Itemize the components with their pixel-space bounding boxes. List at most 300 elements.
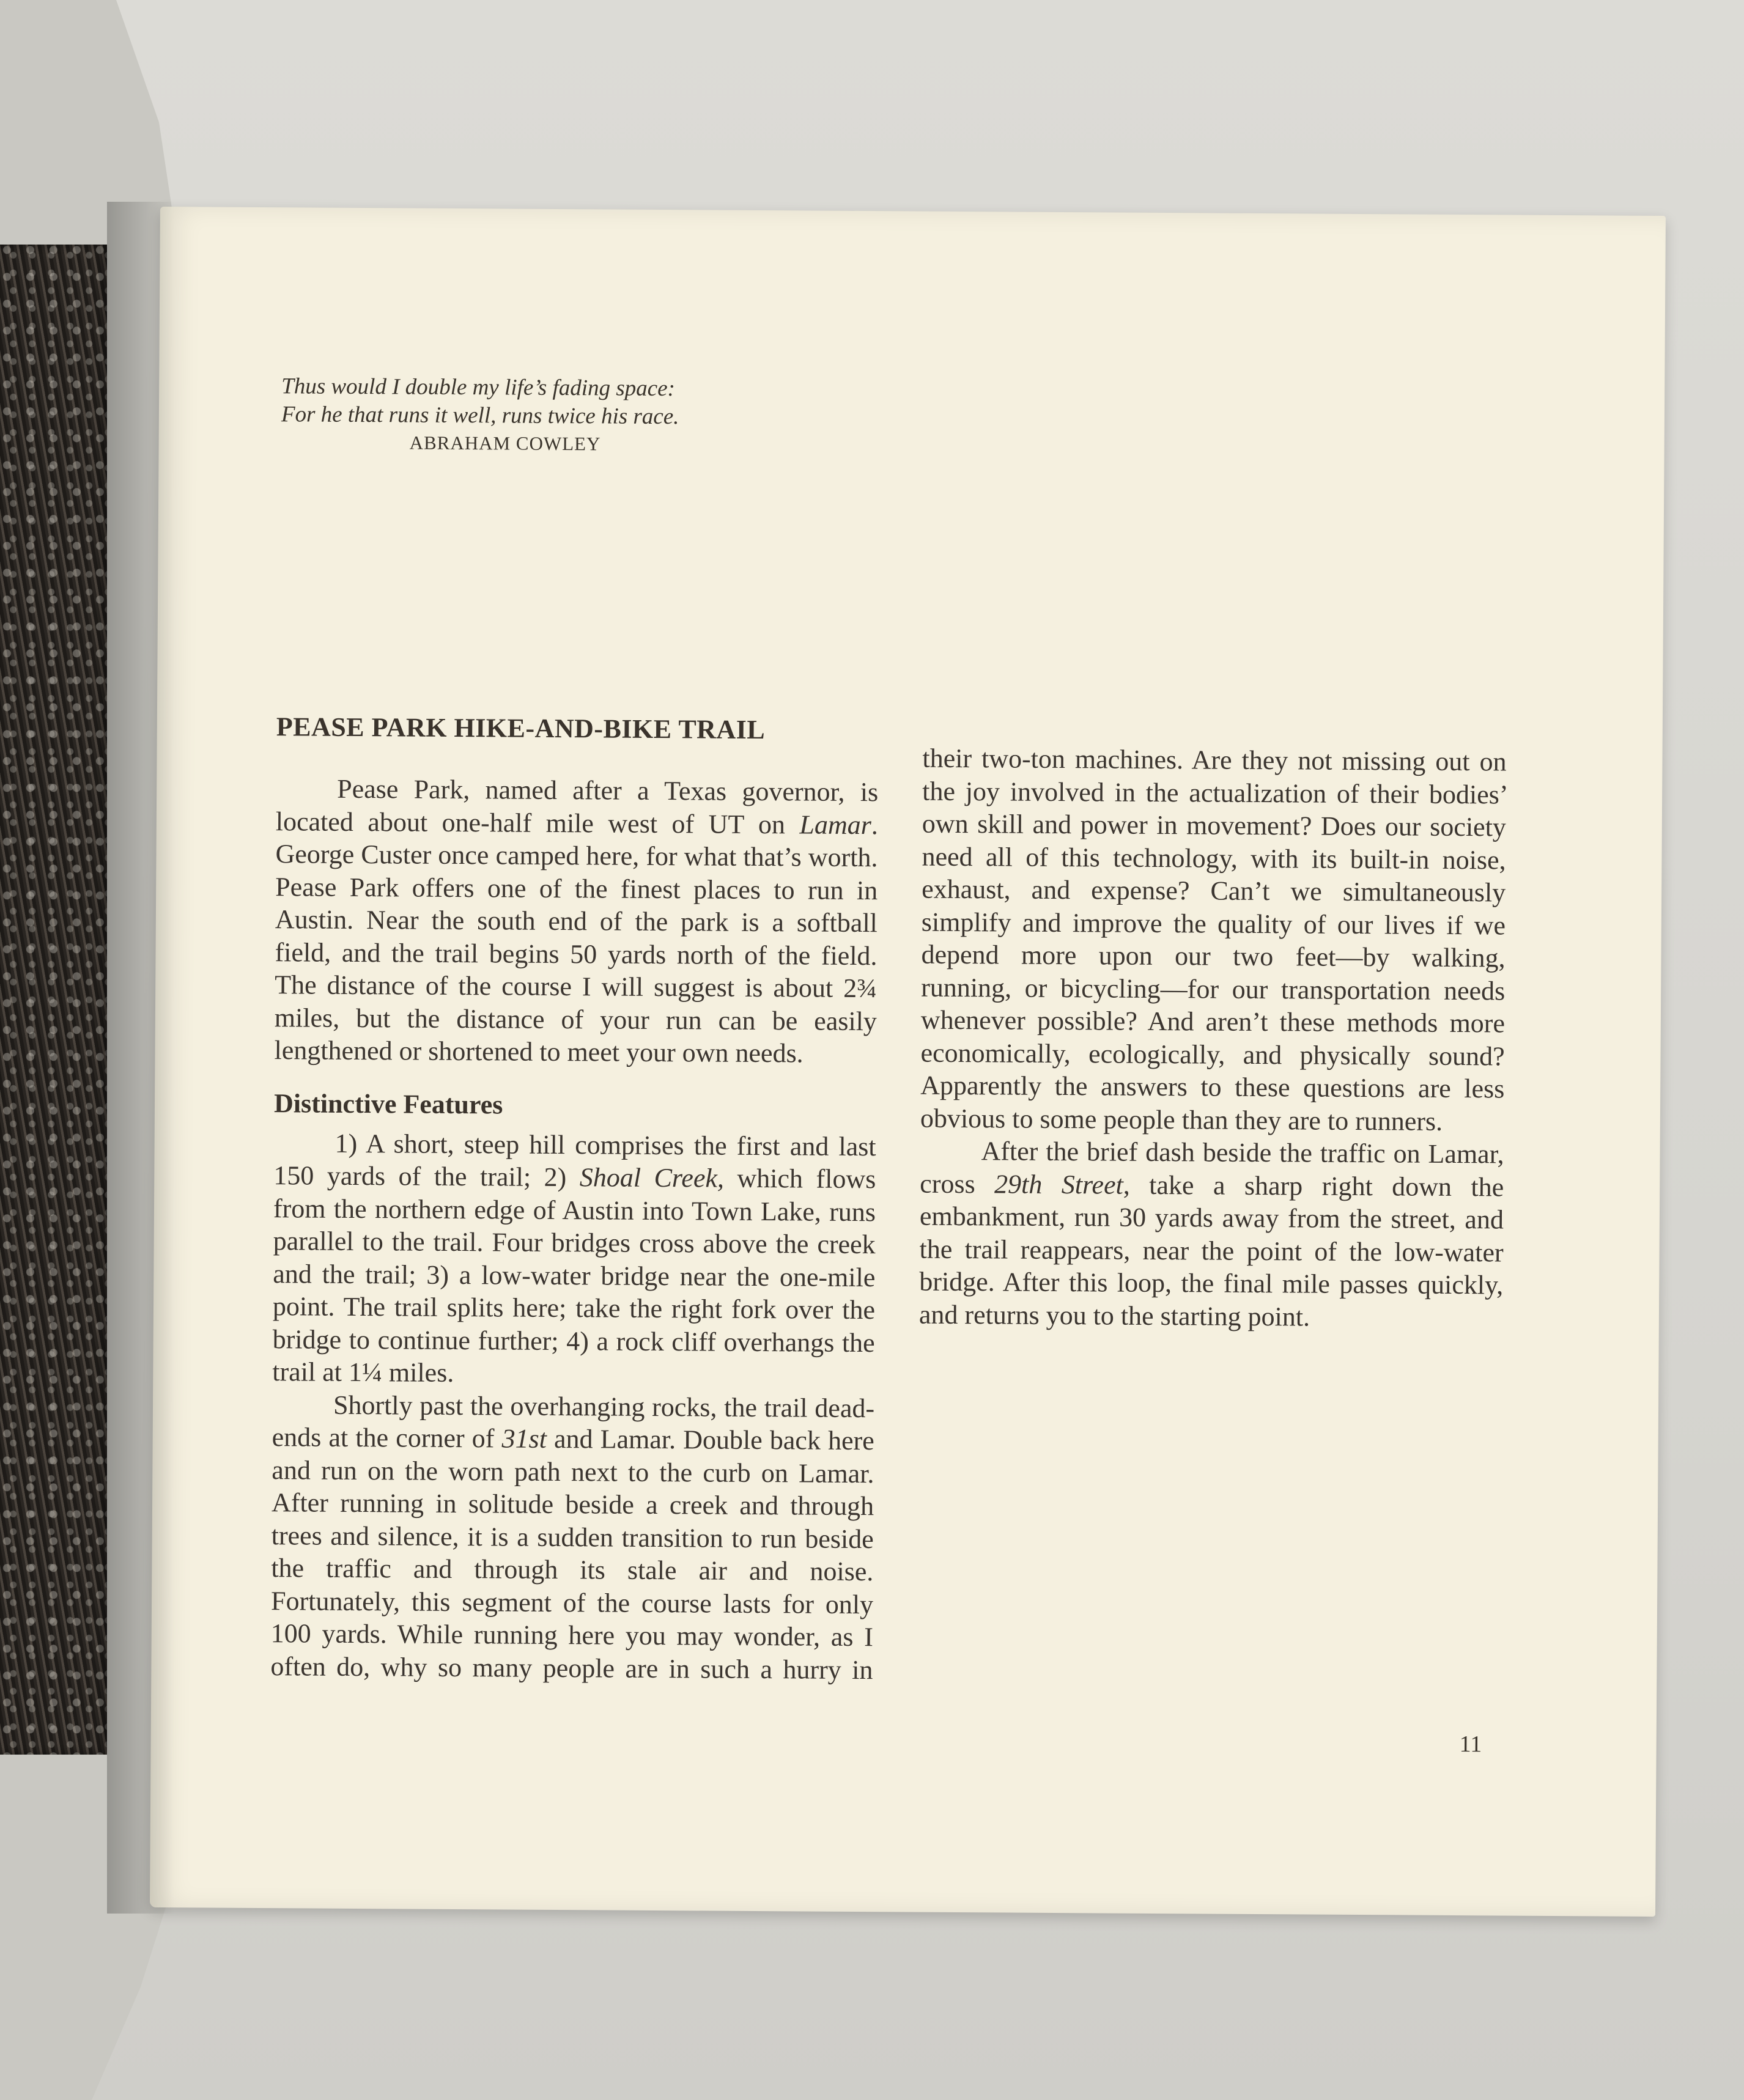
text-run: [1206, 908, 1218, 938]
text-run: methods: [1347, 1007, 1438, 1038]
text-run: [1425, 746, 1435, 776]
text-run: running: [473, 1619, 558, 1651]
text-run: our: [1232, 974, 1268, 1004]
text-run: [676, 1424, 683, 1454]
text-run: [1469, 746, 1479, 776]
text-run: in: [668, 1653, 690, 1684]
text-run: expense?: [1091, 875, 1190, 906]
text-run: [1137, 1006, 1148, 1036]
text-run: [1005, 1103, 1012, 1133]
text-run: their: [1369, 778, 1419, 809]
text-run: [1087, 1071, 1101, 1101]
text-run: [1326, 778, 1337, 808]
text-run: its: [580, 1555, 606, 1585]
text-run: improve: [1072, 907, 1162, 938]
text-run: the: [1145, 777, 1179, 808]
text-run: involved: [1010, 776, 1105, 807]
text-run: than: [1181, 1104, 1229, 1135]
text-run: [427, 1652, 438, 1682]
text-run: [311, 1455, 322, 1485]
text-run: next: [571, 1456, 618, 1487]
text-run: [1348, 1105, 1355, 1135]
text-run: need: [922, 841, 973, 872]
text-run: so: [437, 1652, 462, 1682]
text-run: [547, 1424, 554, 1454]
text-run: whenever: [920, 1004, 1026, 1036]
text-run: [1225, 1039, 1243, 1069]
text-run: out: [1435, 746, 1470, 777]
text-run: [1153, 941, 1175, 971]
text-run: [841, 1654, 852, 1684]
text-run: you: [625, 1620, 666, 1651]
text-run: [1435, 910, 1447, 940]
text-run: the: [724, 1392, 758, 1423]
text-run: After the brief dash beside the traffic on Lamar, cross: [920, 1136, 1504, 1199]
text-run: the: [1173, 908, 1206, 938]
text-run: answers: [1100, 1071, 1188, 1102]
text-run: Fortunately,: [270, 1585, 401, 1616]
text-run: [1337, 844, 1350, 874]
italic-term: 31st: [501, 1423, 547, 1454]
text-run: this: [1061, 842, 1101, 872]
text-run: [328, 1488, 341, 1518]
text-run: [615, 1621, 626, 1651]
epigraph-line-2: For he that runs it well, runs twice his race.: [281, 402, 679, 430]
text-run: simplify: [921, 907, 1011, 938]
text-run: [634, 1490, 646, 1520]
text-run: [1188, 1072, 1201, 1102]
text-run: technology,: [1113, 842, 1238, 874]
text-run: [494, 1423, 501, 1453]
text-run: wonder,: [733, 1621, 821, 1652]
text-run: Double: [683, 1424, 763, 1456]
text-run: [771, 1589, 783, 1619]
text-run: to: [731, 1523, 753, 1553]
text-run: [357, 1456, 368, 1486]
text-run: [463, 1391, 470, 1421]
text-run: [1232, 745, 1241, 775]
text-run: upon: [1098, 940, 1153, 971]
text-run: [464, 1423, 471, 1453]
text-run: path: [514, 1456, 561, 1487]
text-run: [750, 1654, 761, 1684]
text-run: [394, 1456, 405, 1486]
text-run: our: [1337, 909, 1373, 940]
text-run: [553, 1489, 566, 1519]
text-run: [400, 1586, 412, 1616]
text-run: of: [1336, 778, 1359, 809]
text-run: transition: [621, 1522, 723, 1553]
text-run: [1463, 910, 1474, 940]
text-run: [1013, 842, 1026, 872]
text-run: [504, 1456, 515, 1486]
text-run: [503, 1391, 511, 1421]
italic-term: Shoal Creek,: [579, 1162, 725, 1193]
text-run: [999, 940, 1021, 970]
text-run: if: [1446, 910, 1463, 940]
text-run: with: [1251, 843, 1299, 874]
column-left: [270, 709, 879, 1686]
text-run: the: [355, 1422, 389, 1453]
text-run: [1312, 811, 1321, 841]
text-run: actualization: [1189, 777, 1327, 809]
text-run: past: [419, 1390, 464, 1421]
text-run: these: [1279, 1007, 1336, 1037]
text-run: only: [825, 1589, 874, 1619]
text-run: curb: [703, 1457, 751, 1488]
text-run: [1219, 974, 1232, 1004]
text-run: to: [627, 1457, 649, 1487]
text-run: in: [1156, 809, 1178, 841]
text-run: [1025, 1006, 1038, 1036]
epigraph: [281, 372, 832, 459]
text-run: [1322, 877, 1343, 907]
text-run: more: [1021, 940, 1077, 971]
text-run: through: [790, 1490, 874, 1522]
text-run: Pease Park, named after a Texas governor, is located about one-half mile west of UT on: [275, 773, 879, 839]
text-run: of: [1303, 908, 1326, 940]
text-run: [459, 1522, 467, 1552]
text-run: [968, 809, 977, 839]
text-run: air: [698, 1555, 728, 1586]
text-run: [649, 1457, 660, 1487]
text-run: is: [490, 1521, 509, 1552]
text-run: bodies’: [1428, 779, 1507, 809]
text-run: walking,: [1411, 942, 1506, 973]
text-run: [615, 1653, 626, 1683]
text-run: and: [1022, 907, 1062, 938]
text-run: Are: [1191, 745, 1232, 775]
text-run: [814, 1589, 826, 1619]
text-run: not: [1298, 745, 1332, 776]
text-run: creek: [669, 1490, 728, 1520]
text-run: [613, 1522, 622, 1552]
text-run: [807, 1393, 815, 1423]
text-run: people: [1103, 1103, 1175, 1135]
text-run: [311, 1619, 322, 1649]
text-run: we: [1290, 876, 1322, 907]
text-run: these: [1235, 1072, 1290, 1103]
text-run: solitude: [468, 1489, 554, 1519]
text-run: [463, 1619, 474, 1649]
text-run: [750, 1457, 761, 1487]
text-run: [1194, 1006, 1206, 1036]
text-run: [692, 1457, 703, 1487]
text-run: [666, 1621, 677, 1651]
text-run: all: [985, 841, 1013, 872]
text-run: [1071, 809, 1081, 839]
text-run: corner: [396, 1423, 465, 1454]
text-run: [1070, 875, 1091, 905]
text-run: and: [553, 1423, 593, 1454]
text-run: [462, 1652, 473, 1682]
text-run: economically,: [920, 1037, 1071, 1069]
text-run: they: [1235, 1105, 1282, 1135]
text-run: running: [340, 1487, 424, 1519]
text-run: [763, 1425, 770, 1455]
epigraph-line-1: Thus would I double my life’s fading space:: [281, 374, 676, 402]
text-run: [1024, 809, 1033, 839]
article-title: PEASE PARK HIKE-AND-BIKE TRAIL: [276, 712, 766, 745]
text-run: [757, 1392, 764, 1422]
text-run: [1033, 1103, 1040, 1133]
text-run: [348, 1423, 355, 1453]
text-run: [1189, 875, 1210, 905]
text-run: or: [1024, 973, 1048, 1003]
text-run: the: [1054, 1070, 1088, 1102]
text-run: the: [922, 776, 956, 806]
text-run: here: [568, 1620, 615, 1651]
text-run: [593, 1424, 600, 1454]
text-run: [1282, 1040, 1300, 1070]
text-run: [321, 1423, 328, 1453]
continuation-paragraph-right: [920, 742, 1507, 1138]
text-run: [391, 1553, 413, 1583]
text-run: [955, 776, 966, 806]
text-run: it: [467, 1521, 482, 1552]
text-run: two-ton: [981, 743, 1066, 775]
text-run: needs: [1443, 975, 1506, 1006]
text-run: trees: [271, 1520, 322, 1551]
text-run: [778, 1490, 791, 1520]
text-run: [1011, 973, 1025, 1003]
column-right: [919, 742, 1507, 1335]
text-run: [1177, 810, 1186, 840]
text-run: Does: [1320, 811, 1376, 842]
text-run: run: [320, 1455, 357, 1486]
text-run: to: [1327, 1105, 1349, 1136]
text-run: and: [330, 1520, 370, 1551]
text-run: [508, 1522, 517, 1552]
text-run: in: [435, 1488, 457, 1519]
text-run: the: [405, 1455, 438, 1486]
text-run: feet—by: [1295, 941, 1390, 973]
text-run: sudden: [537, 1522, 614, 1553]
epigraph-author: ABRAHAM COWLEY: [409, 432, 601, 455]
text-run: and: [1031, 874, 1071, 905]
text-run: aren’t: [1205, 1006, 1268, 1037]
text-run: the: [659, 1457, 693, 1487]
text-run: dead-ends: [272, 1393, 875, 1453]
text-run: [723, 1621, 734, 1651]
text-run: the: [597, 1587, 630, 1618]
text-run: [618, 1457, 629, 1487]
text-run: [1273, 941, 1296, 971]
text-run: may: [676, 1621, 723, 1651]
text-run: of: [471, 1423, 495, 1454]
text-run: [1104, 777, 1115, 807]
text-run: two: [1233, 941, 1274, 972]
text-run: [1292, 909, 1304, 939]
text-run: society: [1430, 811, 1507, 842]
text-run: [1047, 973, 1060, 1003]
text-run: on: [1479, 746, 1507, 777]
text-run: missing: [1342, 745, 1426, 776]
text-run: skill: [977, 809, 1024, 839]
text-run: many: [472, 1652, 533, 1683]
text-run: lives: [1384, 909, 1436, 940]
text-run: [370, 1652, 381, 1682]
text-run: depend: [921, 939, 999, 970]
text-run: less: [1464, 1074, 1505, 1104]
text-run: ecologically,: [1088, 1038, 1225, 1070]
text-run: obvious: [920, 1103, 1006, 1133]
text-run: 1) A short, steep hill comprises the first and last 150 yards of the trail; 2): [273, 1128, 876, 1193]
text-run: I: [864, 1622, 873, 1652]
text-run: our: [1384, 811, 1421, 842]
text-run: [1175, 1105, 1182, 1135]
text-run: some: [1040, 1103, 1097, 1134]
text-run: [1335, 1008, 1347, 1037]
text-run: its: [1311, 844, 1337, 874]
text-run: [1373, 910, 1384, 940]
text-run: [529, 1522, 538, 1552]
text-run: . George Custer once camped here, for what that’s worth. Pease Park offers one of the finest places to run in Austin. Near the south end of the park is a softball field, and the trail begins 50 yards north of the field. The distance of the course I will suggest is about 2¾ miles, but the distance of your run can be easily lengthened or shortened to meet your own needs.: [274, 809, 878, 1069]
text-run: beside: [565, 1489, 634, 1520]
text-run: [1429, 844, 1443, 874]
text-run: [558, 1555, 580, 1585]
text-run: [1421, 812, 1430, 842]
text-run: and: [739, 1490, 779, 1521]
text-run: [1269, 876, 1290, 906]
text-run: a: [760, 1654, 773, 1684]
text-run: [821, 1426, 828, 1456]
text-run: [1100, 842, 1114, 872]
text-run: [1389, 942, 1412, 972]
text-run: [1065, 744, 1075, 774]
text-run: of: [563, 1587, 586, 1618]
text-run: [1183, 745, 1192, 775]
text-run: [424, 1489, 436, 1519]
features-paragraph: [272, 1127, 876, 1392]
text-run: transportation: [1280, 974, 1431, 1006]
text-run: [972, 743, 981, 773]
text-run: [752, 1523, 761, 1553]
text-run: a: [645, 1489, 658, 1520]
text-run: [482, 1522, 491, 1552]
text-run: [1136, 777, 1146, 807]
text-run: and: [748, 1555, 788, 1586]
closing-paragraph: [919, 1135, 1504, 1335]
text-run: [658, 1654, 669, 1684]
text-run: people: [542, 1652, 615, 1684]
text-run: [1162, 908, 1173, 938]
text-run: [1430, 975, 1444, 1005]
text-run: Shortly: [333, 1390, 413, 1421]
text-run: [1288, 745, 1298, 775]
text-run: 100: [270, 1618, 311, 1649]
text-run: exhaust,: [922, 874, 1011, 905]
text-run: overhanging: [510, 1391, 645, 1422]
text-run: the: [271, 1553, 305, 1583]
text-run: After: [271, 1487, 329, 1518]
text-run: [723, 1523, 732, 1553]
text-run: [304, 1553, 326, 1583]
text-run: [1211, 941, 1233, 971]
text-run: [585, 1588, 597, 1618]
text-run: runners.: [1355, 1105, 1443, 1137]
text-run: [728, 1490, 740, 1520]
text-run: [853, 1622, 864, 1652]
text-run: they: [1241, 745, 1288, 776]
text-run: traffic: [326, 1553, 392, 1584]
text-run: noise,: [1442, 844, 1506, 875]
text-run: lasts: [723, 1588, 771, 1619]
text-run: built-in: [1350, 844, 1430, 875]
forest-photo: [0, 245, 107, 1755]
text-run: [690, 1654, 701, 1684]
text-run: While: [397, 1619, 464, 1650]
text-run: and: [1243, 1039, 1282, 1070]
features-heading: Distinctive Features: [273, 1088, 503, 1119]
text-run: are: [625, 1653, 659, 1684]
text-run: why: [380, 1651, 427, 1682]
italic-term: 29th Street: [994, 1168, 1123, 1200]
text-run: [1148, 810, 1157, 840]
intro-paragraph: [274, 772, 878, 1070]
text-run: [1268, 974, 1281, 1004]
text-run: [1438, 1008, 1450, 1038]
text-run: [1326, 909, 1337, 939]
text-run: segment: [462, 1586, 552, 1618]
text-run: bicycling—for: [1060, 973, 1219, 1004]
text-run: [1011, 907, 1022, 937]
text-run: [1228, 1105, 1235, 1135]
text-run: on: [761, 1457, 788, 1488]
text-run: [630, 1588, 641, 1618]
text-run: machines.: [1074, 744, 1184, 775]
text-run: we: [1474, 910, 1506, 940]
continuation-paragraph: [270, 1388, 874, 1687]
text-run: such: [700, 1653, 750, 1684]
text-run: [1410, 1041, 1428, 1070]
text-run: for: [782, 1588, 815, 1619]
text-run: their: [922, 743, 972, 774]
text-run: back: [769, 1425, 821, 1456]
text-run: on: [367, 1455, 395, 1486]
text-run: often: [270, 1651, 326, 1682]
text-run: joy: [965, 776, 1000, 806]
text-run: questions: [1303, 1072, 1405, 1103]
text-run: to: [1200, 1072, 1222, 1102]
text-run: possible?: [1036, 1005, 1138, 1036]
text-run: [657, 1490, 670, 1520]
text-run: hurry: [783, 1654, 841, 1685]
text-run: are: [1288, 1105, 1321, 1136]
text-run: Lamar.: [798, 1457, 874, 1489]
text-run: [1221, 1072, 1235, 1102]
text-run: simultaneously: [1342, 876, 1506, 908]
text-run: [369, 1521, 378, 1551]
text-run: [788, 1556, 810, 1586]
text-run: stale: [627, 1555, 677, 1586]
text-run: [712, 1588, 723, 1618]
text-run: beside: [805, 1523, 874, 1554]
text-run: [1451, 1074, 1465, 1103]
text-run: And: [1147, 1006, 1194, 1037]
text-run: [452, 1554, 474, 1584]
text-run: as: [830, 1621, 854, 1652]
text-run: [1290, 1072, 1303, 1102]
text-run: [552, 1587, 563, 1617]
text-run: of: [1025, 842, 1049, 872]
text-run: [456, 1489, 468, 1519]
text-run: power: [1080, 809, 1148, 840]
text-run: , take a sharp right down the embankment, run 30 yards away from the street, and the trail reappears, near the point of the low-water bridge. After this loop, the final mile passes quickly, and returns you to the starting point.: [918, 1170, 1504, 1332]
text-run: [1405, 1073, 1418, 1103]
text-run: rocks,: [652, 1391, 717, 1423]
text-run: do,: [336, 1651, 371, 1682]
